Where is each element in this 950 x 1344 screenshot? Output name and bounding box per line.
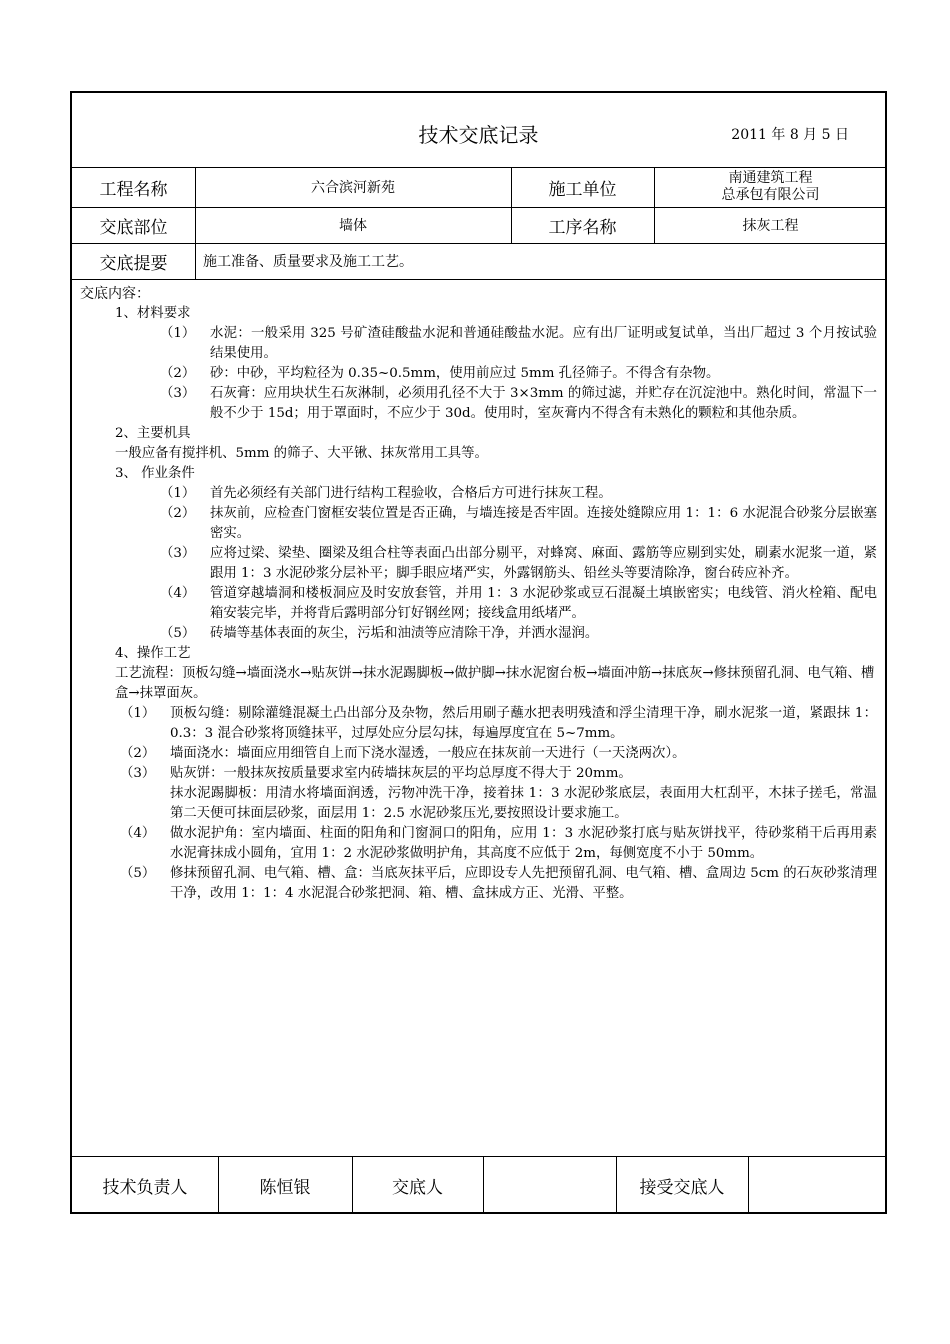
discloser-label: 交底人 — [392, 1177, 443, 1198]
disclosure-part-value: 墙体 — [339, 218, 367, 234]
disclosure-content — [80, 284, 877, 904]
list-item: （1） 水泥：一般采用 325 号矿渣硅酸盐水泥和普通硅酸盐水泥。应有出厂证明或复试单，当出厂超过 3 个月按试验结果使用。 — [160, 326, 877, 361]
list-item: （1） 首先必须经有关部门进行结构工程验收，合格后方可进行抹灰工程。 — [160, 486, 612, 501]
construction-unit-value — [654, 167, 887, 207]
tech-disclosure-form — [70, 91, 887, 1214]
discloser-value — [483, 1156, 616, 1214]
unit-line-1: 南通建筑工程 — [728, 170, 813, 186]
section-title: 3、 作业条件 — [115, 466, 195, 481]
summary-value: 施工准备、质量要求及施工工艺。 — [203, 254, 413, 270]
receiver-value — [748, 1156, 887, 1214]
tech-lead-label: 技术负责人 — [102, 1177, 188, 1198]
record-date: 2011 年 8 月 5 日 — [731, 127, 849, 143]
process-name-value: 抹灰工程 — [742, 218, 799, 234]
list-item: （5） 砖墙等基体表面的灰尘，污垢和油渍等应清除干净，并洒水湿润。 — [160, 626, 599, 641]
list-item: （3） 应将过梁、梁垫、圈梁及组合柱等表面凸出部分剔平，对蜂窝、麻面、露筋等应剔到实处，刷素水泥浆一道，紧跟用 1：3 水泥砂浆分层补平；脚手眼应堵严实，外露钢筋头、铅丝头等要清除净，窗台砖应补齐。 — [160, 546, 877, 581]
unit-line-2: 总承包有限公司 — [721, 187, 820, 203]
receiver-label: 接受交底人 — [639, 1177, 725, 1198]
section-title: 4、操作工艺 — [115, 646, 191, 661]
content-heading: 交底内容： — [80, 286, 150, 302]
tech-lead-value: 陈恒银 — [259, 1177, 311, 1198]
paragraph: 一般应备有搅拌机、5mm 的筛子、大平锹、抹灰常用工具等。 — [115, 446, 488, 461]
list-item: （3） 石灰膏：应用块状生石灰淋制，必须用孔径不大于 3×3mm 的筛过滤，并贮存在沉淀池中。熟化时间，常温下一般不少于 15d；用于罩面时，不应少于 30d。使用时，室灰膏内不得含有未熟化的颗粒和其他杂质。 — [160, 386, 877, 421]
summary-label: 交底提要 — [99, 253, 168, 274]
process-flow: 工艺流程：顶板勾缝→墙面浇水→贴灰饼→抹水泥踢脚板→做护脚→抹水泥窗台板→墙面冲筋→抹底灰→修抹预留孔洞、电气箱、槽盒→抹罩面灰。 — [115, 666, 875, 701]
list-item: （5） 修抹预留孔洞、电气箱、槽、盒：当底灰抹平后，应即设专人先把预留孔洞、电气箱、槽、盒周边 5cm 的石灰砂浆清理干净，改用 1：1：4 水泥混合砂浆把洞、箱、槽、盒抹成方正、光滑、平整。 — [120, 866, 877, 901]
list-item: （2） 抹灰前，应检查门窗框安装位置是否正确，与墙连接是否牢固。连接处缝隙应用 1：1：6 水泥混合砂浆分层嵌塞密实。 — [160, 506, 877, 541]
section-title: 2、主要机具 — [115, 426, 191, 441]
list-item: （2） 砂：中砂，平均粒径为 0.35~0.5mm，使用前应过 5mm 孔径筛子。不得含有杂物。 — [160, 366, 720, 381]
list-item: （3） 贴灰饼：一般抹灰按质量要求室内砖墙抹灰层的平均总厚度不得大于 20mm。 — [120, 766, 632, 781]
construction-unit-label: 施工单位 — [548, 179, 617, 200]
divider — [72, 279, 885, 280]
disclosure-part-label: 交底部位 — [99, 217, 168, 238]
section-title: 1、材料要求 — [115, 306, 191, 321]
list-item: （1） 顶板勾缝：剔除灌缝混凝土凸出部分及杂物，然后用刷子蘸水把表明残渣和浮尘清理干净，刷水泥浆一道，紧跟抹 1：0.3：3 混合砂浆将顶缝抹平，过厚处应分层勾抹，每遍厚度宜在 5~7mm。 — [120, 706, 877, 741]
list-item: （4） 管道穿越墙洞和楼板洞应及时安放套管，并用 1：3 水泥砂浆或豆石混凝土填嵌密实；电线管、消火栓箱、配电箱安装完毕，并将背后露明部分钉好钢丝网；接线盒用纸堵严。 — [160, 586, 877, 621]
project-name-value: 六合滨河新苑 — [311, 180, 395, 196]
list-item: （4） 做水泥护角：室内墙面、柱面的阳角和门窗洞口的阳角，应用 1：3 水泥砂浆打底与贴灰饼找平，待砂浆稍干后再用素水泥膏抹成小圆角，宜用 1：2 水泥砂浆做明护角，其高度不应低于 2m，每侧宽度不小于 50mm。 — [120, 826, 877, 861]
list-item: （2） 墙面浇水：墙面应用细管自上而下浇水湿透，一般应在抹灰前一天进行（一天浇两次）。 — [120, 746, 686, 761]
paragraph: 抹水泥踢脚板：用清水将墙面润透，污物冲洗干净，接着抹 1：3 水泥砂浆底层，表面用大杠刮平，木抹子搓毛，常温第二天便可抹面层砂浆，面层用 1：2.5 水泥砂浆压光,要按照设计要求施工。 — [170, 786, 877, 821]
page-title: 技术交底记录 — [418, 123, 539, 147]
project-name-label: 工程名称 — [99, 179, 168, 200]
process-name-label: 工序名称 — [548, 217, 617, 238]
